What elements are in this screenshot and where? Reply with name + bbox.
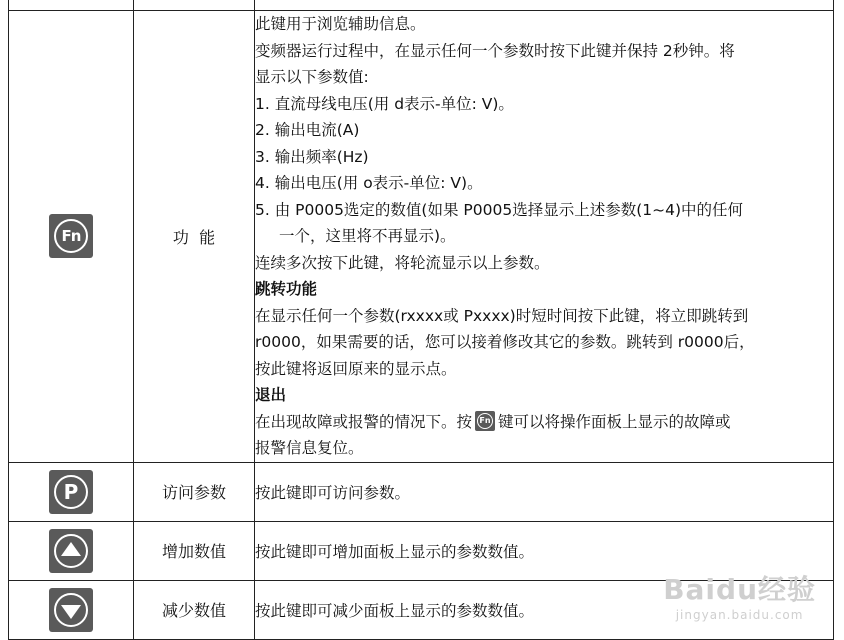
desc-line-with-icon xyxy=(255,409,833,436)
desc-line: 此键用于浏览辅助信息。 xyxy=(255,15,426,33)
key-function-table xyxy=(8,0,834,640)
desc-line: r0000，如果需要的话，您可以接着修改其它的参数。跳转到 r0000后， xyxy=(255,333,755,351)
watermark-main: Baidu经验 xyxy=(663,573,816,606)
key-name: 功 能 xyxy=(134,11,255,463)
desc-line: 报警信息复位。 xyxy=(255,439,364,457)
desc-line: 连续多次按下此键，将轮流显示以上参数。 xyxy=(255,253,550,272)
up-arrow-key-icon xyxy=(49,529,93,573)
desc-line: 3. 输出频率(Hz) xyxy=(255,147,369,166)
icon-cell xyxy=(9,521,134,580)
name-cell xyxy=(134,0,255,11)
desc-line: 4. 输出电压(用 o表示-单位: V)。 xyxy=(255,174,483,192)
desc-line: 5. 由 P0005选定的数值(如果 P0005选择显示上述参数(1~4)中的任何 xyxy=(255,200,744,219)
icon-cell xyxy=(9,580,134,639)
key-description: 按此键即可增加面板上显示的参数数值。 xyxy=(255,521,834,580)
desc-cell xyxy=(255,0,834,11)
watermark-sub: jingyan.baidu.com xyxy=(675,608,804,622)
desc-line: 在显示任何一个参数(rxxxx或 Pxxxx)时短时间按下此键，将立即跳转到 xyxy=(255,306,749,325)
down-arrow-key-icon xyxy=(49,588,93,632)
icon-cell xyxy=(9,462,134,521)
icon-cell xyxy=(9,0,134,11)
fn-key-icon: Fn xyxy=(49,214,93,258)
key-description: 按此键即可减少面板上显示的参数数值。 xyxy=(255,580,834,639)
desc-line: 按此键将返回原来的显示点。 xyxy=(255,359,457,378)
section-heading-exit: 退出 xyxy=(255,386,287,404)
key-name: 增加数值 xyxy=(134,521,255,580)
icon-cell xyxy=(9,11,134,463)
desc-line: 1. 直流母线电压(用 d表示-单位: V)。 xyxy=(255,94,514,113)
desc-line: 变频器运行过程中，在显示任何一个参数时按下此键并保持 2秒钟。将 xyxy=(255,41,735,60)
desc-text: 键可以将操作面板上显示的故障或 xyxy=(498,412,731,431)
fn-mini-icon: Fn xyxy=(475,411,495,431)
desc-line: 一个，这里将不再显示)。 xyxy=(279,227,456,245)
desc-line: 2. 输出电流(A) xyxy=(255,121,360,139)
desc-line: 显示以下参数值: xyxy=(255,68,369,86)
key-name: 访问参数 xyxy=(134,462,255,521)
p-key-icon: P xyxy=(49,470,93,514)
baidu-jingyan-watermark xyxy=(663,568,816,622)
table-row-fn xyxy=(9,11,834,463)
key-name: 减少数值 xyxy=(134,580,255,639)
key-description xyxy=(255,11,834,463)
key-description: 按此键即可访问参数。 xyxy=(255,462,834,521)
section-heading-jump: 跳转功能 xyxy=(255,280,318,298)
table-row-p xyxy=(9,462,834,521)
table-row-top-stub xyxy=(9,0,834,11)
desc-text: 在出现故障或报警的情况下。按 xyxy=(255,412,473,431)
